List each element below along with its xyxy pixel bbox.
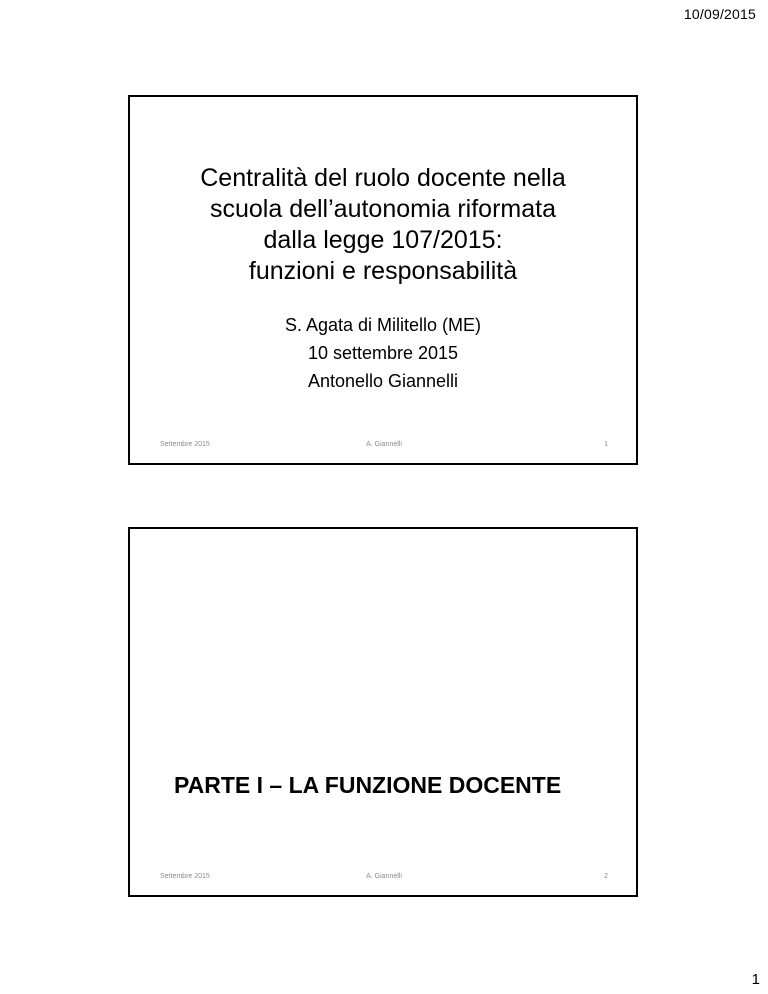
footer-slide-number: 1 bbox=[604, 441, 608, 448]
author-text: Antonello Giannelli bbox=[307, 371, 459, 391]
slide-title-line: funzioni e responsabilità bbox=[248, 257, 518, 285]
slide-title-line: Centralità del ruolo docente nella bbox=[200, 164, 566, 192]
slide-footer bbox=[160, 441, 608, 453]
slide-title-line: scuola dell’autonomia riformata bbox=[209, 195, 556, 223]
footer-date: Settembre 2015 bbox=[160, 873, 210, 880]
slide-1 bbox=[128, 95, 638, 465]
slide-subtitle bbox=[130, 311, 636, 395]
footer-author: A. Giannelli bbox=[366, 441, 402, 448]
date-text: 10 settembre 2015 bbox=[307, 343, 459, 363]
section-heading: PARTE I – LA FUNZIONE DOCENTE bbox=[174, 772, 562, 798]
location-text: S. Agata di Militello (ME) bbox=[284, 315, 482, 335]
footer-author: A. Giannelli bbox=[366, 873, 402, 880]
slide-footer bbox=[160, 873, 608, 885]
page-number: 1 bbox=[751, 971, 760, 988]
page-date: 10/09/2015 bbox=[683, 6, 756, 22]
footer-date: Settembre 2015 bbox=[160, 441, 210, 448]
slide-title bbox=[130, 163, 636, 287]
slide-2 bbox=[128, 527, 638, 897]
footer-slide-number: 2 bbox=[604, 873, 608, 880]
slide-title-line: dalla legge 107/2015: bbox=[263, 226, 503, 254]
